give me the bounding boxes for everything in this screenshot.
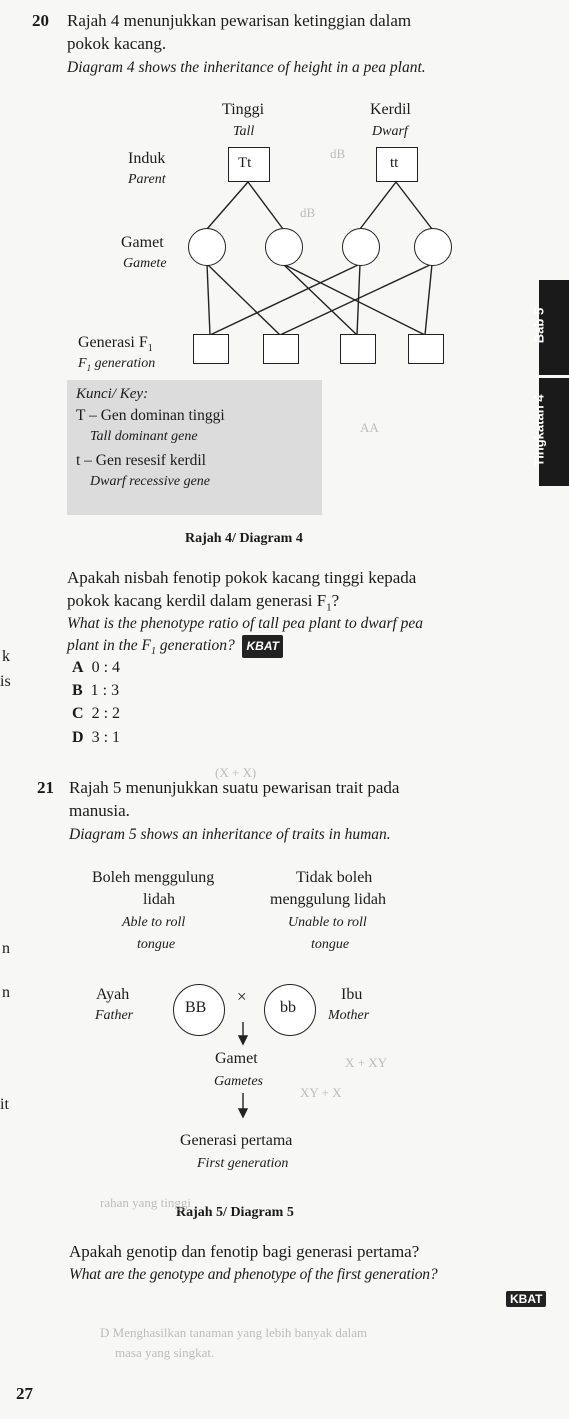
kbat-badge: KBAT [242, 635, 282, 658]
key-line2-ms: t – Gen resesif kerdil [76, 452, 206, 469]
chapter-tab-label: Bab 5 [531, 307, 547, 344]
question-prompt-ms: Apakah genotip dan fenotip bagi generasi pertama? [69, 1242, 420, 1261]
label-noroll-en: Unable to roll [288, 915, 367, 930]
label-noroll-ms: menggulung lidah [270, 891, 386, 908]
label-roll-en: Able to roll [122, 915, 186, 930]
margin-letter: k [2, 648, 10, 665]
label-father-en: Father [95, 1008, 134, 1023]
label-roll-en: tongue [137, 937, 176, 952]
label-tall-en: Tall [233, 124, 255, 139]
label-gamete-en: Gamete [123, 256, 167, 271]
label-mother-en: Mother [328, 1008, 370, 1023]
label-parent-ms: Induk [128, 150, 166, 167]
margin-letter: it [0, 1096, 9, 1113]
key-line2-en: Dwarf recessive gene [90, 474, 210, 489]
label-dwarf-en: Dwarf [372, 124, 408, 139]
answer-option[interactable]: A 0 : 4 [72, 659, 121, 676]
label-mother-ms: Ibu [341, 986, 363, 1003]
key-line1-ms: T – Gen dominan tinggi [76, 407, 225, 424]
mother-genotype: bb [280, 999, 296, 1016]
label-roll-ms: Boleh menggulung [92, 869, 215, 886]
label-gamete-ms: Gamet [215, 1050, 258, 1067]
label-dwarf-ms: Kerdil [370, 101, 411, 118]
genotype-tall: Tt [238, 155, 252, 171]
label-f1-en: $F_1$ generation [78, 356, 156, 373]
question-number: 21 [37, 778, 54, 797]
label-roll-ms: lidah [143, 891, 175, 908]
label-noroll-ms: Tidak boleh [296, 869, 373, 886]
question-text-ms: pokok kacang. [67, 34, 167, 53]
margin-letter: n [2, 940, 10, 957]
label-tall-ms: Tinggi [222, 101, 265, 118]
genotype-dwarf: tt [390, 155, 399, 171]
question-number: 20 [32, 11, 49, 30]
label-noroll-en: tongue [311, 937, 350, 952]
label-f1-ms: Generasi $F_1$ [78, 334, 153, 355]
margin-letter: n [2, 984, 10, 1001]
key-line1-en: Tall dominant gene [90, 429, 198, 444]
key-title: Kunci/ Key: [76, 386, 149, 402]
label-gamete-en: Gametes [214, 1074, 263, 1089]
label-father-ms: Ayah [96, 986, 130, 1003]
question-text-ms: Rajah 5 menunjukkan suatu pewarisan trait pada [69, 778, 400, 797]
label-generation-ms: Generasi pertama [180, 1132, 293, 1149]
question-prompt-en: What are the genotype and phenotype of the first generation? [69, 1266, 438, 1283]
kbat-badge-wrap [506, 1290, 546, 1308]
answer-option[interactable]: D 3 : 1 [72, 729, 121, 746]
question-prompt-en: What is the phenotype ratio of tall pea plant to dwarf pea [67, 615, 424, 632]
question-text-ms: Rajah 4 menunjukkan pewarisan ketinggian dalam [67, 11, 412, 30]
label-generation-en: First generation [197, 1156, 289, 1171]
margin-letter: is [0, 673, 11, 690]
father-genotype: BB [185, 999, 207, 1016]
answer-option[interactable]: B 1 : 3 [72, 682, 120, 699]
kbat-badge: KBAT [506, 1291, 546, 1307]
page-number: 27 [16, 1384, 33, 1403]
label-gamete-ms: Gamet [121, 234, 164, 251]
figure-caption-5: Rajah 5/ Diagram 5 [176, 1205, 294, 1220]
question-prompt-en: plant in the $F_1$ generation? KBAT [67, 635, 283, 662]
question-text-en: Diagram 4 shows the inheritance of height in a pea plant. [67, 59, 426, 76]
level-tab-label: Tingkatan 4 [531, 394, 547, 467]
cross-symbol: × [237, 987, 247, 1006]
question-prompt-ms: Apakah nisbah fenotip pokok kacang tinggi kepada [67, 568, 417, 587]
question-prompt-ms: pokok kacang kerdil dalam generasi $F_1$? [67, 591, 340, 614]
question-text-ms: manusia. [69, 801, 130, 820]
label-parent-en: Parent [128, 172, 166, 187]
answer-option[interactable]: C 2 : 2 [72, 705, 121, 722]
question-text-en: Diagram 5 shows an inheritance of traits in human. [69, 826, 391, 843]
figure-caption-4: Rajah 4/ Diagram 4 [185, 531, 303, 546]
